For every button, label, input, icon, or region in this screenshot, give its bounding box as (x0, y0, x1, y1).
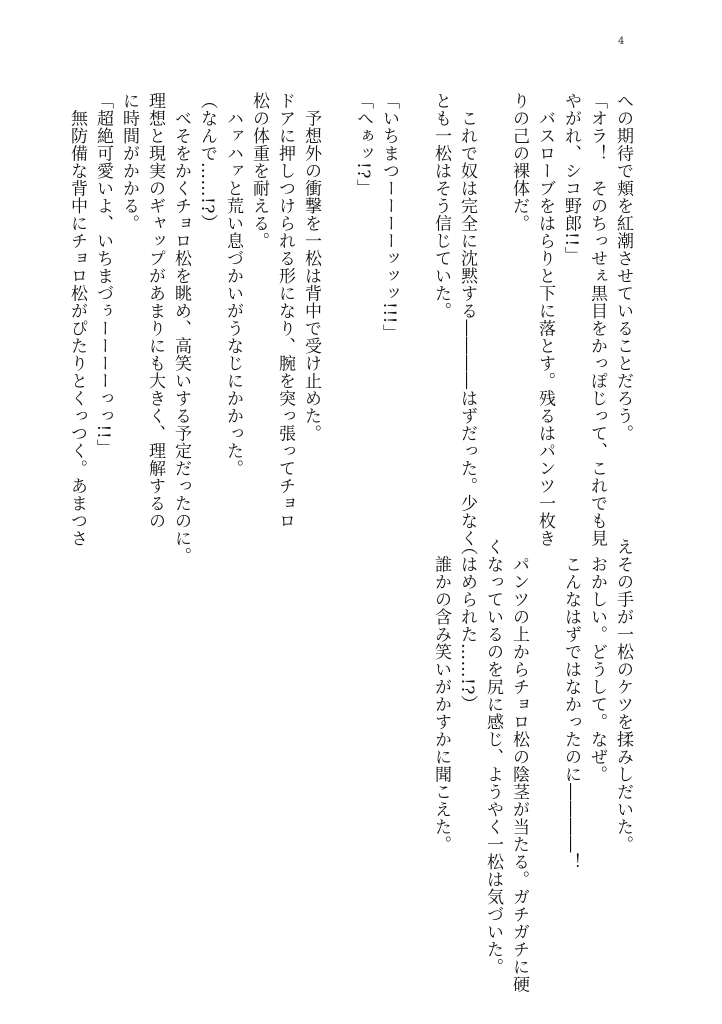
page-number: 4 (618, 36, 625, 47)
text-line: 無防備な背中にチョロ松がぴたりとくっつく。あまつさ (67, 92, 87, 547)
text-line: これで奴は完全に沈黙する――――はずだった。少なく (457, 92, 477, 547)
text-line: 予想外の衝撃を一松は背中で受け止めた。 (301, 92, 321, 442)
text-line: こんなはずではなかったのに――――！ (561, 538, 581, 871)
text-line (324, 92, 350, 512)
text-line: 誰かの含み笑いがかすかに聞こえた。 (431, 538, 451, 853)
text-line (532, 538, 558, 958)
text-line: べそをかくチョロ松を眺め、高笑いする予定だったのに。 (171, 92, 191, 565)
text-line: くなっているのを尻に感じ、ようやく一松は気づいた。 (483, 538, 503, 976)
text-line: への期待で頬を紅潮させていることだろう。 (613, 92, 633, 442)
text-line: に時間がかかる。 (119, 92, 139, 232)
text-line: 「いちまつーーーーッッッ!!!」 (379, 92, 399, 342)
text-line: 「超絶可愛いよ、いちまづぅーーーーっっ!!」 (93, 92, 113, 457)
text-line: 「オラ！ そのちっせぇ黒目をかっぽじって、これでも見 (587, 92, 607, 547)
upper-text-block (64, 92, 636, 565)
text-line: とも一松はそう信じていた。 (431, 92, 451, 320)
text-line: おかしい。どうして。なぜ。 (587, 538, 607, 783)
text-line: えその手が一松のケツを揉みしだいた。 (613, 538, 633, 853)
text-line: パンツの上からチョロ松の陰茎が当たる。ガチガチに硬 (509, 538, 529, 993)
text-line: 松の体重を耐える。 (249, 92, 269, 250)
text-line: ハァハァと荒い息づかいがうなじにかかった。 (223, 92, 243, 477)
text-line: 「へぁッ!?」 (353, 92, 373, 197)
text-line: （なんで……!?） (197, 92, 217, 232)
lower-text-block (428, 538, 636, 993)
text-line (402, 92, 428, 512)
text-line: 理想と現実のギャップがあまりにも大きく、理解するの (145, 92, 165, 530)
text-line: やがれ、シコ野郎!!」 (561, 92, 581, 265)
text-line: ドアに押しつけられる形になり、腕を突っ張ってチョロ (275, 92, 295, 530)
text-line (480, 92, 506, 512)
text-line: バスローブをはらりと下に落とす。残るはパンツ一枚き (535, 92, 555, 547)
text-line: りの己の裸体だ。 (509, 92, 529, 232)
text-line: （はめられた……!?） (457, 538, 477, 713)
